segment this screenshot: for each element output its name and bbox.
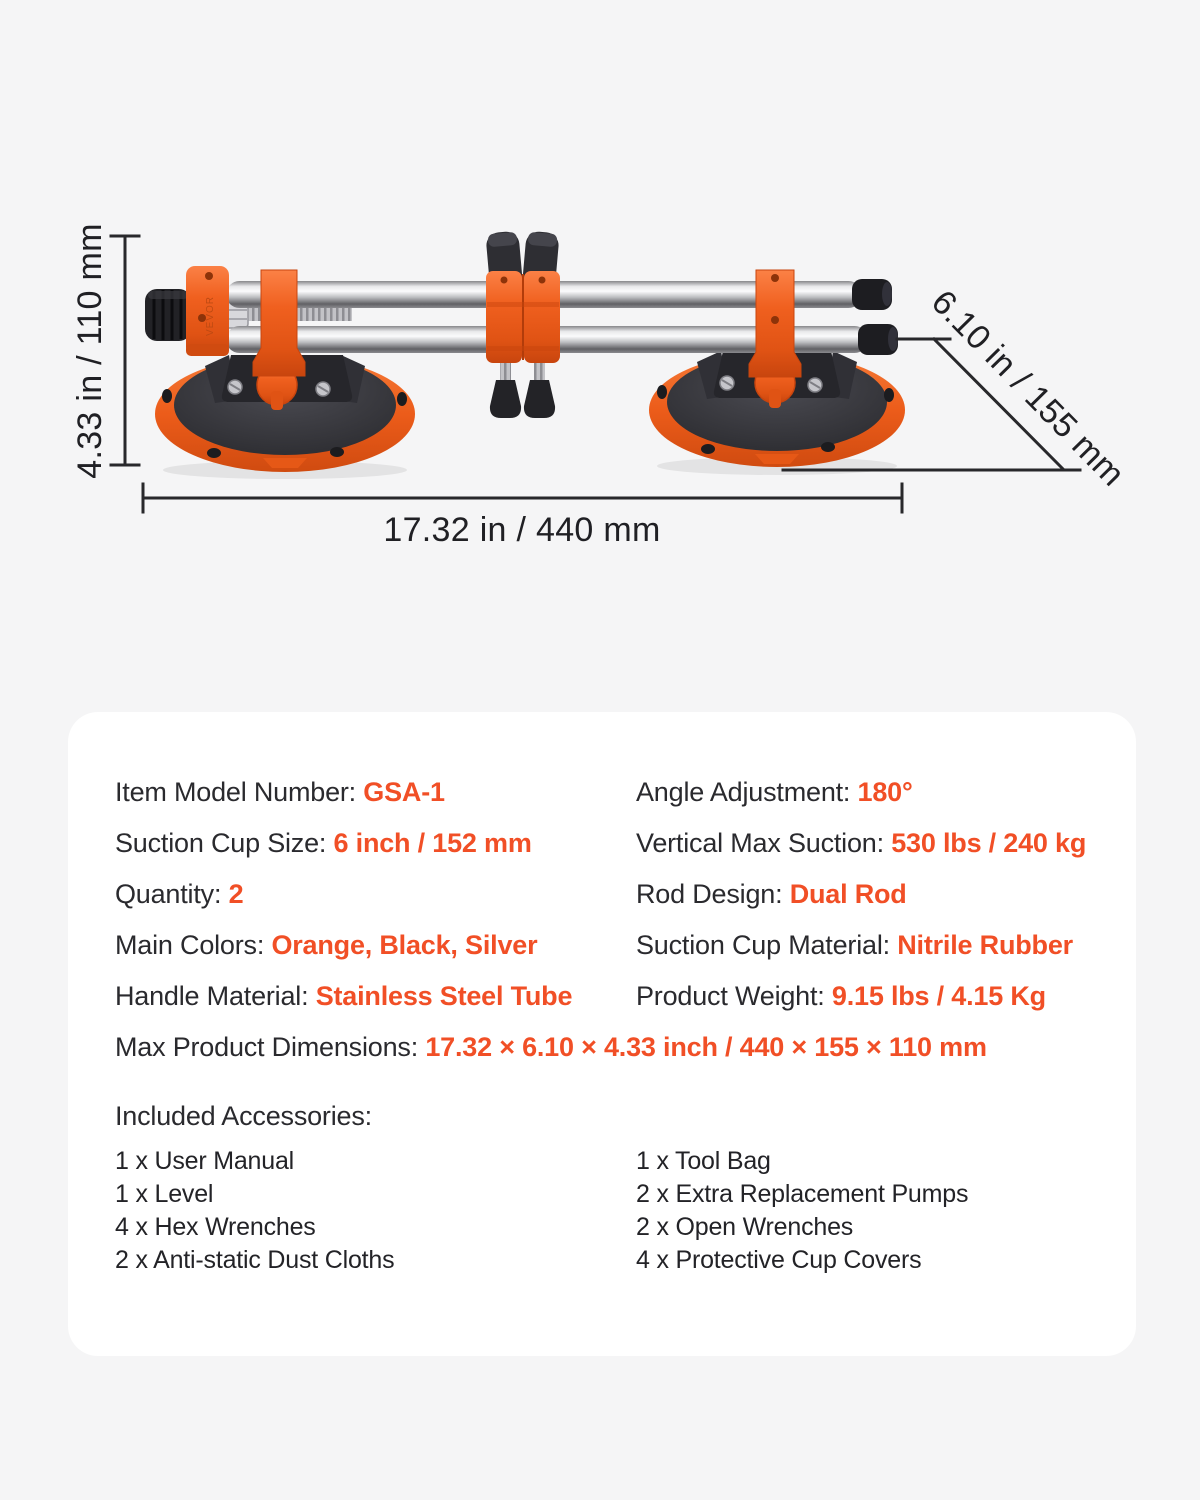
spec-label: Rod Design: bbox=[636, 879, 790, 909]
accessories-heading: Included Accessories: bbox=[115, 1101, 372, 1131]
spec-value: Stainless Steel Tube bbox=[315, 981, 573, 1011]
spec-value: 180° bbox=[857, 777, 913, 807]
spec-label: Suction Cup Material: bbox=[636, 930, 898, 960]
spec-suction-cup-size bbox=[115, 830, 636, 857]
width-dimension-label: 17.32 in / 440 mm bbox=[383, 511, 661, 549]
right-bracket bbox=[749, 270, 801, 377]
spec-label: Handle Material: bbox=[115, 981, 316, 1011]
spec-angle-adjustment bbox=[636, 779, 1096, 806]
spec-label: Product Weight: bbox=[636, 981, 832, 1011]
depth-dimension-label: 6.10 in / 155 mm bbox=[923, 282, 1132, 494]
accessory-item: 2 x Anti-static Dust Cloths bbox=[115, 1246, 395, 1274]
spec-vertical-max-suction bbox=[636, 830, 1096, 857]
accessory-item: 2 x Extra Replacement Pumps bbox=[636, 1180, 969, 1208]
spec-main-colors bbox=[115, 932, 636, 959]
spec-value: 2 bbox=[228, 879, 244, 909]
spec-label: Item Model Number: bbox=[115, 777, 364, 807]
spec-label: Max Product Dimensions: bbox=[115, 1032, 426, 1062]
spec-label: Angle Adjustment: bbox=[636, 777, 858, 807]
spec-list bbox=[115, 779, 1096, 1061]
spec-value: Orange, Black, Silver bbox=[271, 930, 538, 960]
left-strap-clamp bbox=[253, 270, 305, 376]
spec-rod-design bbox=[636, 881, 1096, 908]
spec-item-model-number bbox=[115, 779, 636, 806]
spec-max-product-dimensions bbox=[115, 1034, 1096, 1061]
accessory-item: 2 x Open Wrenches bbox=[636, 1213, 854, 1241]
width-dimension-line bbox=[143, 484, 902, 512]
spec-value: 9.15 lbs / 4.15 Kg bbox=[831, 981, 1046, 1011]
accessory-item: 1 x Level bbox=[115, 1180, 214, 1208]
accessory-item: 4 x Protective Cup Covers bbox=[636, 1246, 922, 1274]
spec-label: Main Colors: bbox=[115, 930, 272, 960]
spec-value: 6 inch / 152 mm bbox=[333, 828, 532, 858]
specs-card bbox=[68, 712, 1136, 1356]
spec-value: 17.32 × 6.10 × 4.33 inch / 440 × 155 × 110 mm bbox=[425, 1032, 987, 1062]
accessory-item: 4 x Hex Wrenches bbox=[115, 1213, 316, 1241]
spec-quantity bbox=[115, 881, 636, 908]
accessory-item: 1 x User Manual bbox=[115, 1147, 295, 1175]
spec-label: Vertical Max Suction: bbox=[636, 828, 892, 858]
spec-value: Dual Rod bbox=[789, 879, 907, 909]
height-dimension-label: 4.33 in / 110 mm bbox=[71, 223, 109, 479]
height-dimension-line bbox=[111, 236, 139, 465]
product-diagram bbox=[0, 0, 1200, 700]
center-clamp bbox=[486, 271, 560, 363]
spec-handle-material bbox=[115, 983, 636, 1010]
accessory-item: 1 x Tool Bag bbox=[636, 1147, 771, 1175]
spec-suction-cup-material bbox=[636, 932, 1096, 959]
spec-value: 530 lbs / 240 kg bbox=[891, 828, 1087, 858]
brand-engraving: VEVOR bbox=[205, 295, 216, 337]
accessories-list bbox=[115, 1149, 1096, 1273]
spec-label: Suction Cup Size: bbox=[115, 828, 334, 858]
spec-value: Nitrile Rubber bbox=[897, 930, 1073, 960]
spec-value: GSA-1 bbox=[363, 777, 445, 807]
spec-product-weight bbox=[636, 983, 1096, 1010]
spec-label: Quantity: bbox=[115, 879, 229, 909]
left-bracket bbox=[186, 266, 229, 356]
